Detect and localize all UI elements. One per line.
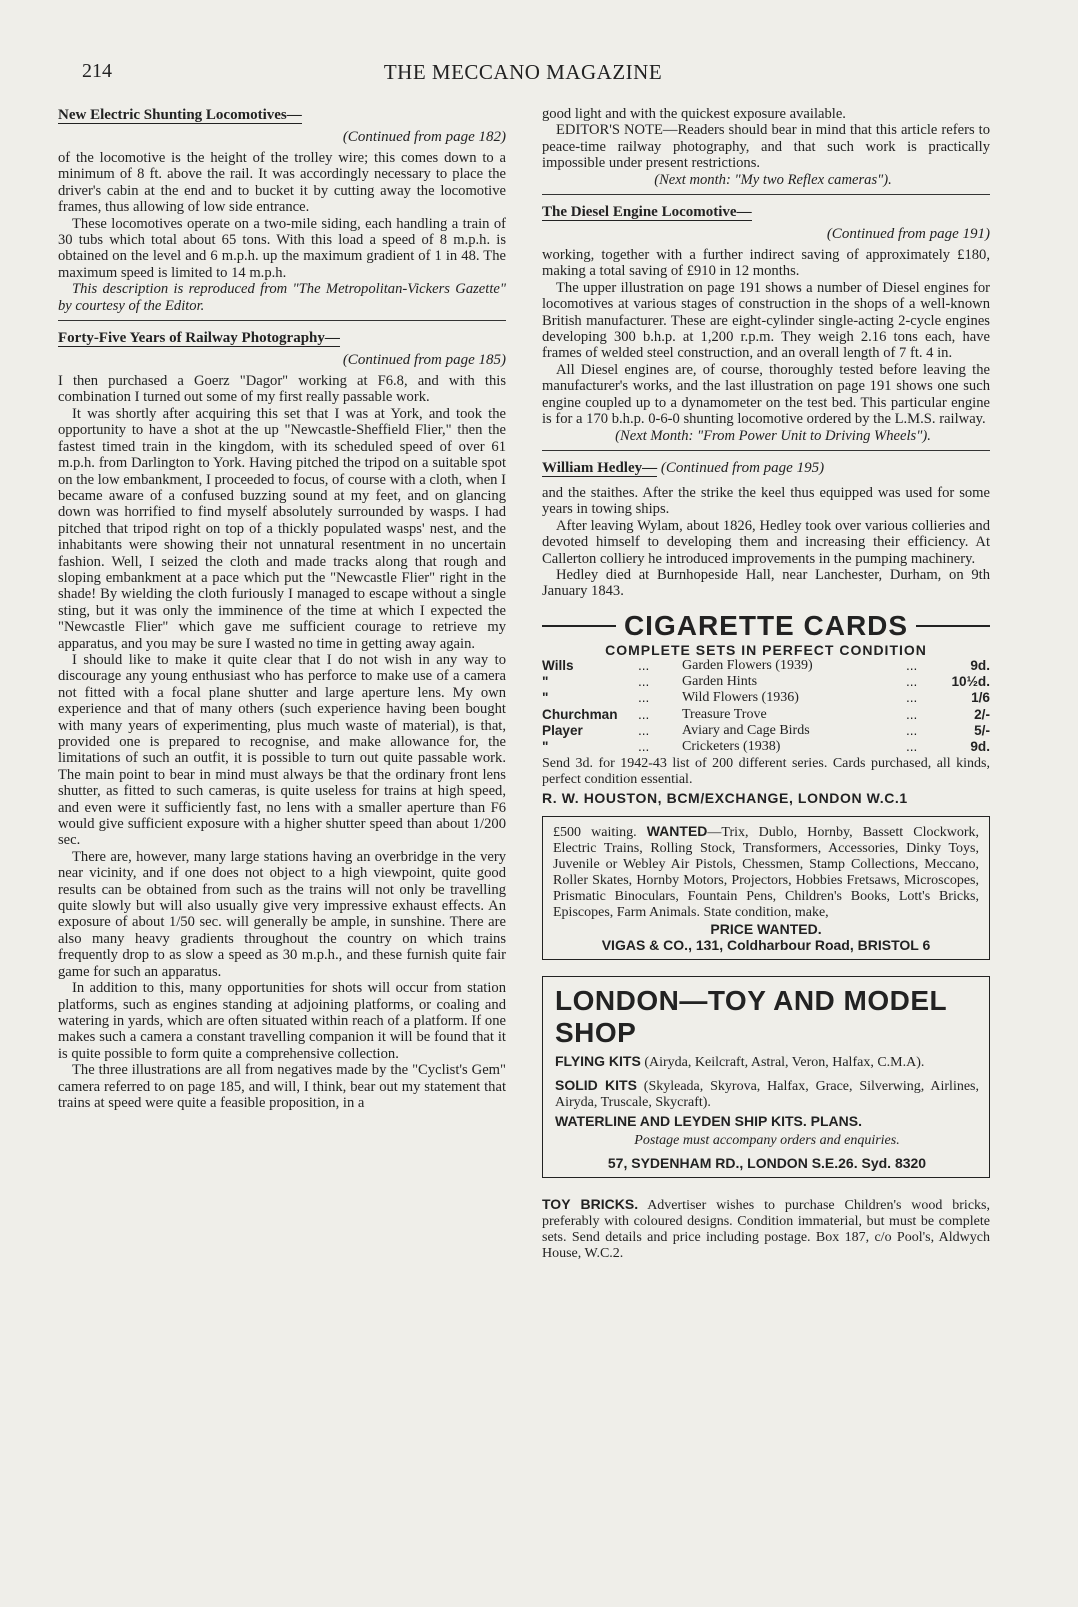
section-heading-diesel: The Diesel Engine Locomotive— bbox=[542, 204, 752, 221]
continued-note: (Continued from page 191) bbox=[826, 226, 990, 243]
divider bbox=[542, 194, 990, 195]
ad-cigarette-cards bbox=[542, 610, 990, 806]
next-month-note: (Next month: "My two Reflex cameras"). bbox=[654, 171, 892, 188]
paragraph: and the staithes. After the strike the keel thus equipped was used for some years in towing ships. bbox=[542, 484, 990, 518]
ad-toy-bricks: TOY BRICKS. Advertiser wishes to purchase Children's wood bricks, preferably with coloured designs. Condition immaterial, but must be complete sets. Send details and price including postage. Box 187, c/o Pool's, Aldwych House, W.C.2. bbox=[542, 1195, 990, 1261]
list-item: Wills ... Garden Flowers (1939) ... 9d. bbox=[542, 657, 990, 673]
paragraph: In addition to this, many opportunities for shots will occur from station platforms, such as engines standing at adjoining platforms, or coaling and watering in yards, which are often situated within reach of a platform. If one makes such a camera a constant travelling companion it will be found that it is quite possible to form quite a comprehensive collection. bbox=[58, 980, 506, 1062]
page-number: 214 bbox=[82, 60, 112, 82]
ad-footer: Send 3d. for 1942-43 list of 200 different series. Cards purchased, all kinds, perfect condition essential. bbox=[542, 755, 990, 787]
continued-note: (Continued from page 185) bbox=[342, 352, 506, 369]
ad-wanted: WANTED bbox=[646, 822, 708, 839]
paragraph: All Diesel engines are, of course, thoroughly tested before leaving the manufacturer's works, and the last illustration on page 191 shows one such engine coupled up to a dynamometer on the test bed. This particular engine is for a 170 b.h.p. 0-6-0 shunting locomotive ordered by the L.M.S. railway. bbox=[542, 361, 990, 428]
paragraph: It was shortly after acquiring this set that I was at York, and took the opportunity to have a shot at the up "Newcastle-Sheffield Flier," then the fastest timed train in the kingdom, with its scheduled speed of over 61 m.p.h. from Darlington to York. Having pitched the tripod on a suitable spot on the low embankment, I proceeded to focus, of course with a cloth, when I became aware of a confused buzzing sound at my feet, and on glancing down was horrified to find myself absolutely surrounded by wasps. I had pitched that tripod right on top of a thickly populated wasps' nest, and the inhabitants were showing their not unnatural resentment in no uncertain fashion. Well, I seized the cloth and made tracks along that rough and sloping embankment at a pace which put the "Newcastle Flier" right in the shade! By wielding the cloth furiously I managed to escape without a single sting, but it was only the imminence of the time at which I expected the "Newcastle Flier" which gave me sufficient courage to retrieve my apparatus, and you may be sure I wasted no time in getting away again. bbox=[58, 405, 506, 652]
paragraph: working, together with a further indirect saving of approximately £180, making a total saving of £910 in 12 months. bbox=[542, 247, 990, 280]
ad-label: TOY BRICKS. bbox=[542, 1195, 639, 1212]
divider bbox=[58, 320, 506, 321]
ad-label: SOLID KITS bbox=[555, 1076, 637, 1093]
list-item: " ... Wild Flowers (1936) ... 1/6 bbox=[542, 690, 990, 706]
ad-price-wanted: PRICE WANTED. bbox=[710, 920, 822, 937]
left-column bbox=[58, 106, 506, 1111]
paragraph: These locomotives operate on a two-mile siding, each handling a train of 30 tubs which total about 65 tons. With this load a speed of 8 m.p.h. is obtained on the level and 6 m.p.h. up the maximum gradient of 1 in 48. The maximum speed is limited to 14 m.p.h. bbox=[58, 215, 506, 281]
ad-body: —Trix, Dublo, Hornby, Bassett Clockwork, Electric Trains, Rolling Stock, Transformers, Accessories, Dinky Toys, Juvenile or Webley Air Pistols, Chessmen, Stamp Collections, Meccano, Roller Skates, Hornby Motors, Projectors, Hobbies Fretsaws, Microscopes, Prismatic Binoculars, Fountain Pens, Children's Books, Lott's Bricks, Episcopes, Farm Animals. State condition, make, bbox=[553, 824, 979, 920]
paragraph: There are, however, many large stations having an overbridge in the very near vicinity, and if one does not object to a high viewpoint, quite good results can be obtained from such as the trains will not only be travelling quite slowly but will also usually give very impressive exhaust effects. An exposure of about 1/50 sec. will generally be ample, in sunshine. There are also many heavy gradients throughout the country on which trains frequently drop to as slow a speed as 30 m.p.h., and these furnish quite fair game for such an apparatus. bbox=[58, 848, 506, 980]
magazine-title: THE MECCANO MAGAZINE bbox=[383, 60, 663, 84]
running-head bbox=[58, 58, 988, 92]
ad-london-toy-shop: LONDON—TOY AND MODEL SHOP FLYING KITS (Airyda, Keilcraft, Astral, Veron, Halfax, C.M.A). SOLID KITS (Skyleada, Skyrova, Halfax, Grace, Silverwing, Airlines, Airyda, Truscale, Skycraft). WATERLINE AND LEYDEN SHIP KITS. PLANS. Postage must accompany orders and enquiries. 57, SYDENHAM RD., LONDON S.E.26. Syd. 8320 bbox=[542, 976, 990, 1178]
list-item: Player ... Aviary and Cage Birds ... 5/- bbox=[542, 722, 990, 738]
ad-waterline: WATERLINE AND LEYDEN SHIP KITS. PLANS. bbox=[555, 1112, 862, 1129]
section-heading-hedley: William Hedley— (Continued from page 195) bbox=[542, 459, 825, 476]
paragraph: I then purchased a Goerz "Dagor" working at F6.8, and with this combination I turned out some of my first really passable work. bbox=[58, 373, 506, 406]
paragraph: Hedley died at Burnhopeside Hall, near Lanchester, Durham, on 9th January 1843. bbox=[542, 566, 990, 600]
title-rule bbox=[916, 625, 990, 627]
ad-label: FLYING KITS bbox=[555, 1052, 641, 1069]
list-item: Churchman ... Treasure Trove ... 2/- bbox=[542, 706, 990, 722]
paragraph: I should like to make it quite clear that I do not wish in any way to discourage any young enthusiast who has perforce to make use of a camera not fitted with a focal plane shutter and large aperture lens. My own experience and that of many others (such experience having been bought with many years of experimenting, plus much waste of material), is that, provided one is prepared to recognise, and make allowance for, the limitations of such an outfit, it is possible to turn out quite passable work. The main point to bear in mind must always be that the ordinary front lens shutter, as fitted to such cameras, is quite useless for trains at high speed, and even were it sufficiently fast, no lens with a smaller aperture than F6 would give sufficient exposure with a higher shutter speed than about 1/200 sec. bbox=[58, 651, 506, 849]
ad-subtitle: COMPLETE SETS IN PERFECT CONDITION bbox=[605, 641, 927, 658]
ad-address: R. W. HOUSTON, BCM/EXCHANGE, LONDON W.C.1 bbox=[542, 789, 908, 806]
right-column bbox=[542, 106, 990, 1262]
list-item: " ... Cricketers (1938) ... 9d. bbox=[542, 739, 990, 755]
section-heading-photography: Forty-Five Years of Railway Photography— bbox=[58, 330, 340, 347]
ad-address: 57, SYDENHAM RD., LONDON S.E.26. Syd. 8320 bbox=[607, 1154, 927, 1171]
ad-vigas-wanted bbox=[542, 816, 990, 960]
cigarette-list bbox=[542, 658, 990, 756]
ad-title: CIGARETTE CARDS bbox=[623, 609, 909, 641]
title-rule bbox=[542, 625, 616, 627]
ad-lead: £500 waiting. bbox=[553, 824, 637, 840]
divider bbox=[542, 450, 990, 451]
section-heading-shunting: New Electric Shunting Locomotives— bbox=[58, 107, 302, 123]
credit-note: This description is reproduced from "The Metropolitan-Vickers Gazette" by courtesy of the Editor. bbox=[58, 281, 506, 314]
paragraph: of the locomotive is the height of the trolley wire; this comes down to a minimum of 8 ft. above the rail. It was accordingly necessary to place the driver's cabin at the end and to bucket it by cutting away the locomotive frames, thus allowing of low side entrance. bbox=[58, 150, 506, 216]
ad-title: LONDON—TOY AND MODEL SHOP bbox=[555, 984, 947, 1048]
ad-postage: Postage must accompany orders and enquiries. bbox=[634, 1132, 900, 1148]
paragraph: good light and with the quickest exposure available. bbox=[542, 106, 846, 122]
paragraph: After leaving Wylam, about 1826, Hedley took over various collieries and devoted himself to developing them and increasing their efficiency. At Callerton colliery he introduced improvements in the pumping machinery. bbox=[542, 517, 990, 567]
next-month-note: (Next Month: "From Power Unit to Driving Wheels"). bbox=[615, 427, 931, 444]
paragraph: The upper illustration on page 191 shows a number of Diesel engines for locomotives at various stages of construction in the shops of a well-known British manufacturer. These are eight-cylinder single-acting 2-cycle engines developing 300 b.h.p. at 1,200 r.p.m. They weigh 2.16 tons each, have frames of welded steel construction, and an overall length of 7 ft. 4 in. bbox=[542, 279, 990, 362]
ad-address: VIGAS & CO., 131, Coldharbour Road, BRISTOL 6 bbox=[601, 936, 931, 953]
paragraph: The three illustrations are all from negatives made by the "Cyclist's Gem" camera referred to on page 185, and will, I think, bear out my statement that trains at speed were quite a feasible proposition, in a bbox=[58, 1062, 506, 1111]
editor-note: EDITOR'S NOTE—Readers should bear in mind that this article refers to peace-time railway photography, and that such work is practically impossible under present restrictions. bbox=[542, 122, 990, 172]
list-item: " ... Garden Hints ... 10½d. bbox=[542, 674, 990, 690]
continued-note: (Continued from page 182) bbox=[342, 129, 506, 145]
continued-note: (Continued from page 195) bbox=[660, 459, 825, 476]
